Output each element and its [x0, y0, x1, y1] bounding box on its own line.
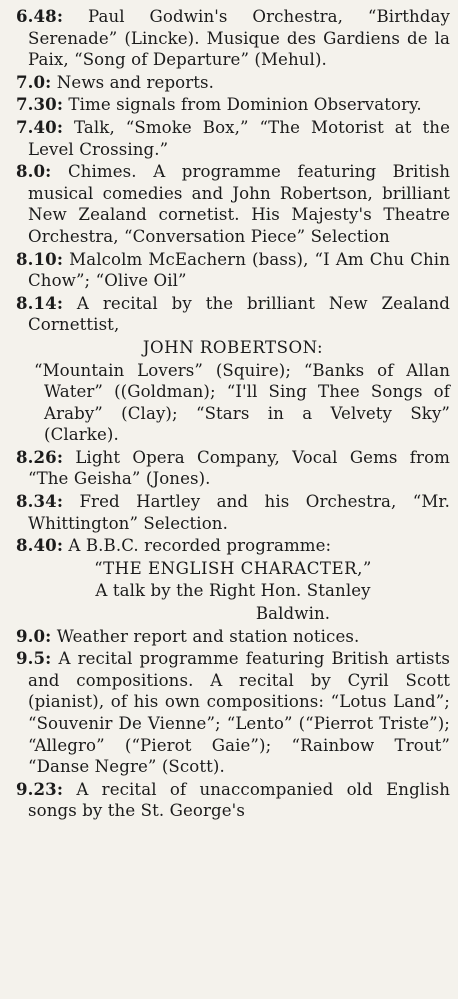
listing-entry	[16, 779, 450, 822]
entry-time: 9.23:	[16, 778, 64, 799]
entry-text: Light Opera Company, Vocal Gems from “The Geisha” (Jones).	[28, 447, 450, 489]
listing-entry	[16, 72, 450, 94]
entry-text: A B.B.C. recorded programme:	[68, 536, 332, 556]
programme-subtitle-end: Baldwin.	[255, 604, 331, 624]
listing-entry	[16, 94, 450, 116]
listing-entry	[16, 447, 450, 490]
listing-entry	[16, 249, 450, 292]
entry-text: Chimes. A programme featuring British musical comedies and John Robertson, brilliant New Zealand cornetist. His Majesty's Theatre Orchestra, “Conversation Piece” Selection	[28, 162, 450, 246]
listing-entry	[16, 535, 450, 557]
listing-entry	[16, 626, 450, 648]
listing-entry	[16, 161, 450, 247]
entry-time: 8.26:	[16, 446, 64, 467]
entry-text: Malcolm McEachern (bass), “I Am Chu Chin Chow”; “Olive Oil”	[28, 249, 451, 291]
entry-text: Weather report and station notices.	[56, 626, 360, 646]
entry-time: 9.0:	[16, 625, 52, 646]
listing-entry	[16, 6, 450, 71]
entry-text: A recital of unaccompanied old English songs by the St. George's	[28, 779, 451, 821]
entry-time: 9.5:	[16, 648, 52, 669]
entry-text: Paul Godwin's Orchestra, “Birthday Serenade” (Lincke). Musique des Gardiens de la Paix, “Song of Departure” (Mehul).	[28, 7, 450, 70]
entry-time: 8.40:	[16, 535, 64, 556]
entry-time: 8.14:	[16, 292, 64, 313]
listing-entry	[16, 117, 450, 160]
song-list: “Mountain Lovers” (Squire); “Banks of Allan Water” ((Goldman); “I'll Sing Thee Songs of Araby” (Clay); “Stars in a Velvety Sky” (Clarke).	[34, 360, 450, 445]
entry-time: 7.0:	[16, 71, 52, 92]
programme-subtitle: A talk by the Right Hon. Stanley	[95, 581, 371, 601]
listing-entry	[16, 293, 450, 336]
programme-title: “THE ENGLISH CHARACTER,”	[94, 558, 372, 578]
entry-time: 8.0:	[16, 161, 52, 182]
entry-text: Fred Hartley and his Orchestra, “Mr. Whittington” Selection.	[28, 492, 450, 533]
entry-text: A recital programme featuring British artists and compositions. A recital by Cyril Scott (pianist), of his own compositions: “Lotus Land”; “Souvenir De Vienne”; “Lento” (“Pierrot Triste”); “Allegro” (“Pierot Gaie”); “Rainbow Trout” “Danse Negre” (Scott).	[28, 649, 451, 777]
entry-time: 6.48:	[16, 6, 64, 26]
listing-entry	[16, 491, 450, 534]
entry-time: 7.40:	[16, 116, 64, 137]
entry-time: 7.30:	[16, 94, 64, 115]
entry-text: A recital by the brilliant New Zealand Cornettist,	[28, 293, 451, 335]
entry-time: 8.10:	[16, 248, 64, 269]
listing-entry	[16, 648, 450, 778]
entry-time: 8.34:	[16, 491, 64, 512]
entry-text: Time signals from Dominion Observatory.	[68, 95, 422, 115]
entry-text: Talk, “Smoke Box,” “The Motorist at the Level Crossing.”	[28, 117, 451, 159]
entry-text: News and reports.	[56, 72, 215, 92]
performer-heading: JOHN ROBERTSON:	[142, 337, 324, 357]
